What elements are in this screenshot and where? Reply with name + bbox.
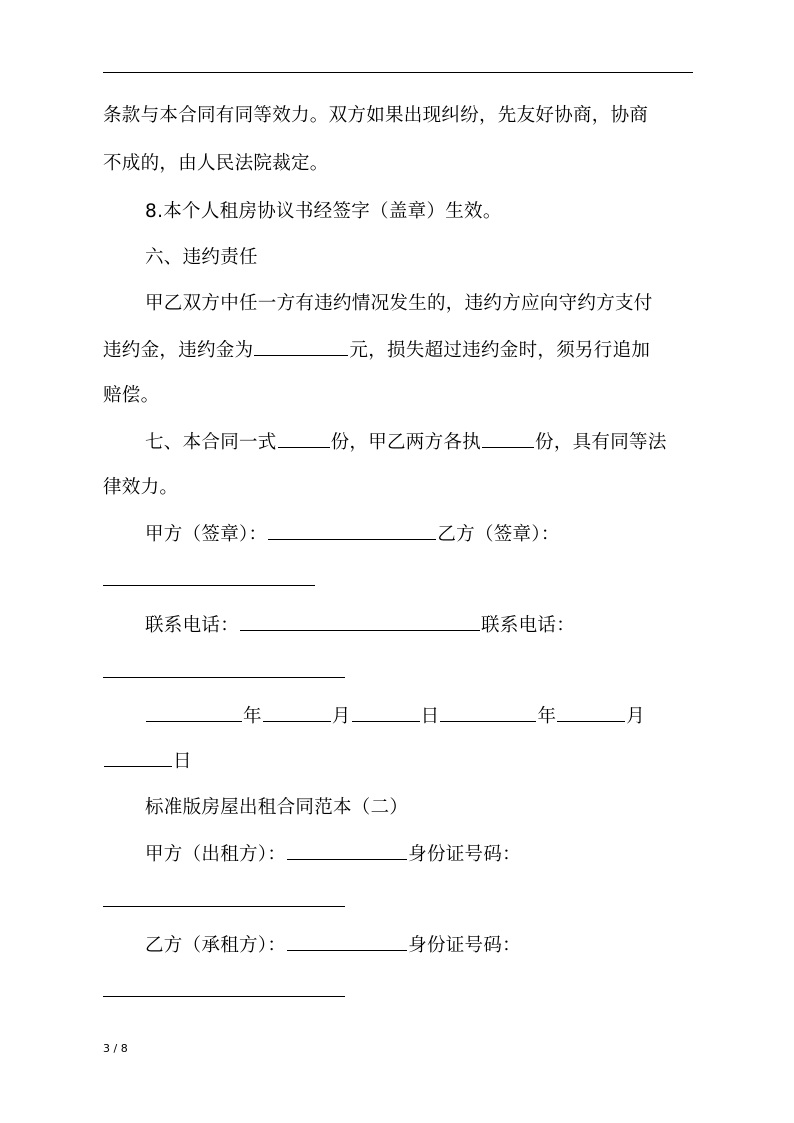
id-label: 身份证号码： xyxy=(408,844,521,865)
month-label: 月 xyxy=(331,706,351,727)
year-label: 年 xyxy=(243,706,262,727)
party-a-sign-label: 甲方（签章）： xyxy=(145,524,268,545)
phone-b-blank[interactable] xyxy=(103,677,345,678)
party-a-sign-blank[interactable] xyxy=(268,521,436,540)
month-b-blank[interactable] xyxy=(557,703,625,722)
month-a-blank[interactable] xyxy=(263,703,331,722)
signature-line xyxy=(145,521,560,547)
day-label: 日 xyxy=(420,706,440,727)
month-label: 月 xyxy=(626,706,646,727)
party-b-sign-blank[interactable] xyxy=(103,585,315,586)
date-line xyxy=(145,703,645,729)
copies-each-blank[interactable] xyxy=(482,429,534,448)
header-rule xyxy=(103,72,693,73)
page-number: 3 / 8 xyxy=(103,1042,128,1055)
day-b-blank[interactable] xyxy=(104,748,172,767)
paragraph-line: 条款与本合同有同等效力。双方如果出现纠纷，先友好协商，协商 xyxy=(103,105,649,126)
paragraph-line: 律效力。 xyxy=(103,477,179,498)
lessee-label: 乙方（承租方）： xyxy=(145,935,287,956)
lessor-label: 甲方（出租方）： xyxy=(145,844,287,865)
paragraph-line xyxy=(145,429,667,455)
phone-label-b: 联系电话： xyxy=(481,615,576,636)
date-line xyxy=(103,748,192,774)
paragraph-line: 不成的，由人民法院裁定。 xyxy=(103,153,329,174)
text-fragment: 份，甲乙两方各执 xyxy=(330,432,482,453)
paragraph-line xyxy=(103,337,650,363)
lessor-line xyxy=(145,841,521,867)
text-fragment: 七、本合同一式 xyxy=(145,432,277,453)
section-title-breach: 六、违约责任 xyxy=(145,247,258,268)
text-fragment: 违约金，违约金为 xyxy=(103,340,254,361)
second-contract-title: 标准版房屋出租合同范本（二） xyxy=(145,797,409,818)
lessee-name-blank[interactable] xyxy=(287,932,407,951)
party-b-sign-label: 乙方（签章）： xyxy=(437,524,560,545)
lessee-line xyxy=(145,932,521,958)
text-fragment: 份，具有同等法 xyxy=(535,432,667,453)
paragraph-line: 赔偿。 xyxy=(103,385,160,406)
year-b-blank[interactable] xyxy=(440,703,536,722)
year-label: 年 xyxy=(537,706,557,727)
lessor-id-blank[interactable] xyxy=(103,906,345,907)
copies-total-blank[interactable] xyxy=(278,429,330,448)
day-a-blank[interactable] xyxy=(352,703,420,722)
penalty-amount-blank[interactable] xyxy=(254,337,348,356)
phone-label-a: 联系电话： xyxy=(145,615,240,636)
clause-8: 8.本个人租房协议书经签字（盖章）生效。 xyxy=(145,201,502,222)
phone-a-blank[interactable] xyxy=(240,612,480,631)
lessee-id-blank[interactable] xyxy=(103,996,345,997)
day-label: 日 xyxy=(173,751,192,772)
year-a-blank[interactable] xyxy=(146,703,242,722)
phone-line xyxy=(145,612,575,638)
id-label: 身份证号码： xyxy=(408,935,521,956)
lessor-name-blank[interactable] xyxy=(287,841,407,860)
text-fragment: 元，损失超过违约金时，须另行追加 xyxy=(349,340,651,361)
paragraph-line: 甲乙双方中任一方有违约情况发生的，违约方应向守约方支付 xyxy=(145,293,653,314)
